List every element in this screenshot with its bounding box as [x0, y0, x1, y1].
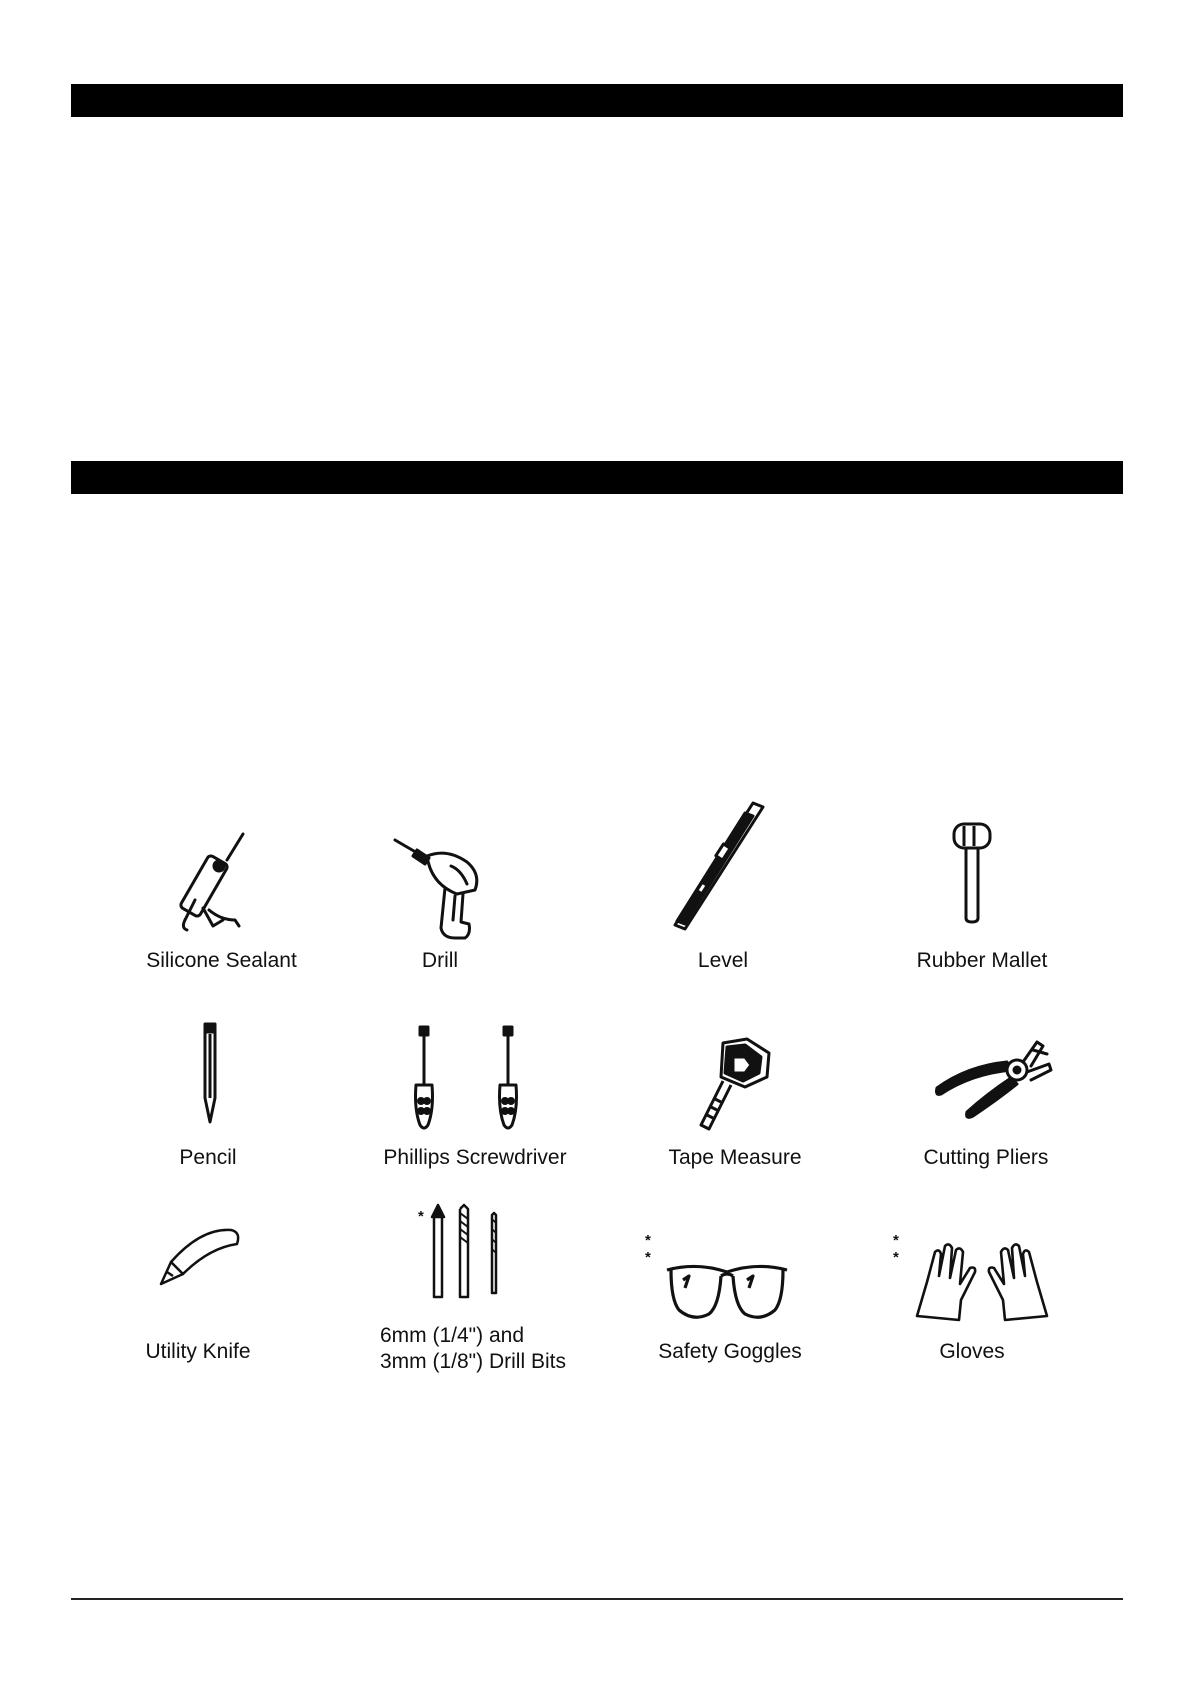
caulking-gun-icon	[175, 830, 255, 940]
tool-label: Rubber Mallet	[916, 949, 1048, 972]
tool-label: Level	[697, 949, 749, 972]
tool-label: Phillips Screwdriver	[383, 1146, 567, 1169]
tool-label-multiline	[380, 1323, 580, 1375]
tool-label: Utility Knife	[145, 1340, 251, 1363]
footer-divider	[71, 1598, 1123, 1600]
pencil-icon	[202, 1022, 218, 1126]
tool-label: Tape Measure	[668, 1146, 802, 1169]
utility-knife-icon	[157, 1228, 241, 1288]
section-header-bar-2	[71, 461, 1123, 494]
tool-label-line-1: 6mm (1/4") and	[380, 1324, 525, 1347]
power-drill-icon	[393, 836, 493, 946]
tape-measure-icon	[693, 1035, 779, 1133]
section-header-bar-1	[71, 84, 1123, 117]
tool-label: Pencil	[179, 1146, 237, 1169]
phillips-screwdriver-icon	[414, 1025, 534, 1135]
tool-label: Gloves	[939, 1340, 1005, 1363]
tool-label: Safety Goggles	[658, 1340, 802, 1363]
tool-label: Silicone Sealant	[146, 949, 297, 972]
safety-goggles-icon	[665, 1262, 789, 1322]
gloves-icon	[913, 1240, 1051, 1320]
tool-label: Drill	[421, 949, 459, 972]
double-asterisk-mark: * *	[893, 1232, 899, 1266]
rubber-mallet-icon	[950, 820, 996, 924]
cutting-pliers-icon	[933, 1038, 1055, 1118]
double-asterisk-mark: * *	[645, 1232, 651, 1266]
asterisk-mark: *	[418, 1208, 424, 1225]
drill-bits-icon	[428, 1203, 504, 1303]
tool-label-line-2: 3mm (1/8") Drill Bits	[380, 1350, 566, 1373]
tool-label: Cutting Pliers	[923, 1146, 1049, 1169]
spirit-level-icon	[673, 801, 773, 931]
